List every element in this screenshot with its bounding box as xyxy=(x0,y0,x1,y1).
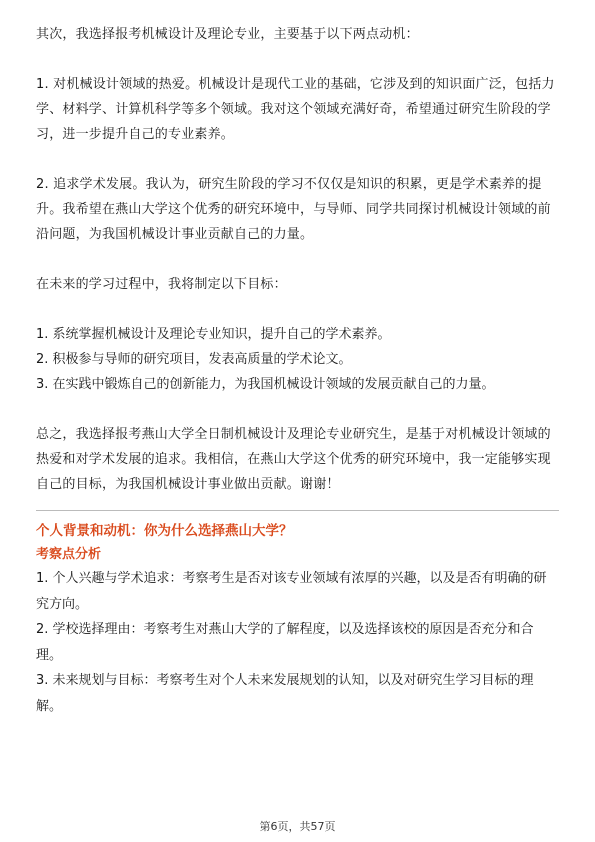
goals-list xyxy=(36,322,559,397)
goals-intro: 在未来的学习过程中，我将制定以下目标： xyxy=(36,277,287,292)
intro-paragraph: 其次，我选择报考机械设计及理论专业，主要基于以下两点动机： xyxy=(36,27,419,42)
goal-item-1: 1. 系统掌握机械设计及理论专业知识，提升自己的学术素养。 xyxy=(36,327,391,342)
analysis-heading: 考察点分析 xyxy=(36,547,102,562)
page-content xyxy=(36,22,559,719)
question-heading: 个人背景和动机：你为什么选择燕山大学？ xyxy=(36,523,293,539)
page-footer: 第6页，共57页 xyxy=(259,820,336,833)
analysis-list xyxy=(36,566,559,719)
motive-paragraph-2: 2. 追求学术发展。我认为，研究生阶段的学习不仅仅是知识的积累，更是学术素养的提升。我希望在燕山大学这个优秀的研究环境中，与导师、同学共同探讨机械设计领域的前沿问题，为我国机械设计事业贡献自己的力量。 xyxy=(36,177,551,242)
motive-paragraph-1: 1. 对机械设计领域的热爱。机械设计是现代工业的基础，它涉及到的知识面广泛，包括力学、材料学、计算机科学等多个领域。我对这个领域充满好奇，希望通过研究生阶段的学习，进一步提升自己的专业素养。 xyxy=(36,77,555,142)
analysis-item-1: 1. 个人兴趣与学术追求：考察考生是否对该专业领域有浓厚的兴趣，以及是否有明确的研究方向。 xyxy=(36,571,547,612)
goal-item-2: 2. 积极参与导师的研究项目，发表高质量的学术论文。 xyxy=(36,352,352,367)
conclusion-paragraph: 总之，我选择报考燕山大学全日制机械设计及理论专业研究生，是基于对机械设计领域的热爱和对学术发展的追求。我相信，在燕山大学这个优秀的研究环境中，我一定能够实现自己的目标，为我国机械设计事业做出贡献。谢谢！ xyxy=(36,427,551,492)
goal-item-3: 3. 在实践中锻炼自己的创新能力，为我国机械设计领域的发展贡献自己的力量。 xyxy=(36,377,495,392)
analysis-item-2: 2. 学校选择理由：考察考生对燕山大学的了解程度，以及选择该校的原因是否充分和合理。 xyxy=(36,622,534,663)
section-divider xyxy=(36,510,559,511)
analysis-item-3: 3. 未来规划与目标：考察考生对个人未来发展规划的认知，以及对研究生学习目标的理解。 xyxy=(36,673,534,714)
